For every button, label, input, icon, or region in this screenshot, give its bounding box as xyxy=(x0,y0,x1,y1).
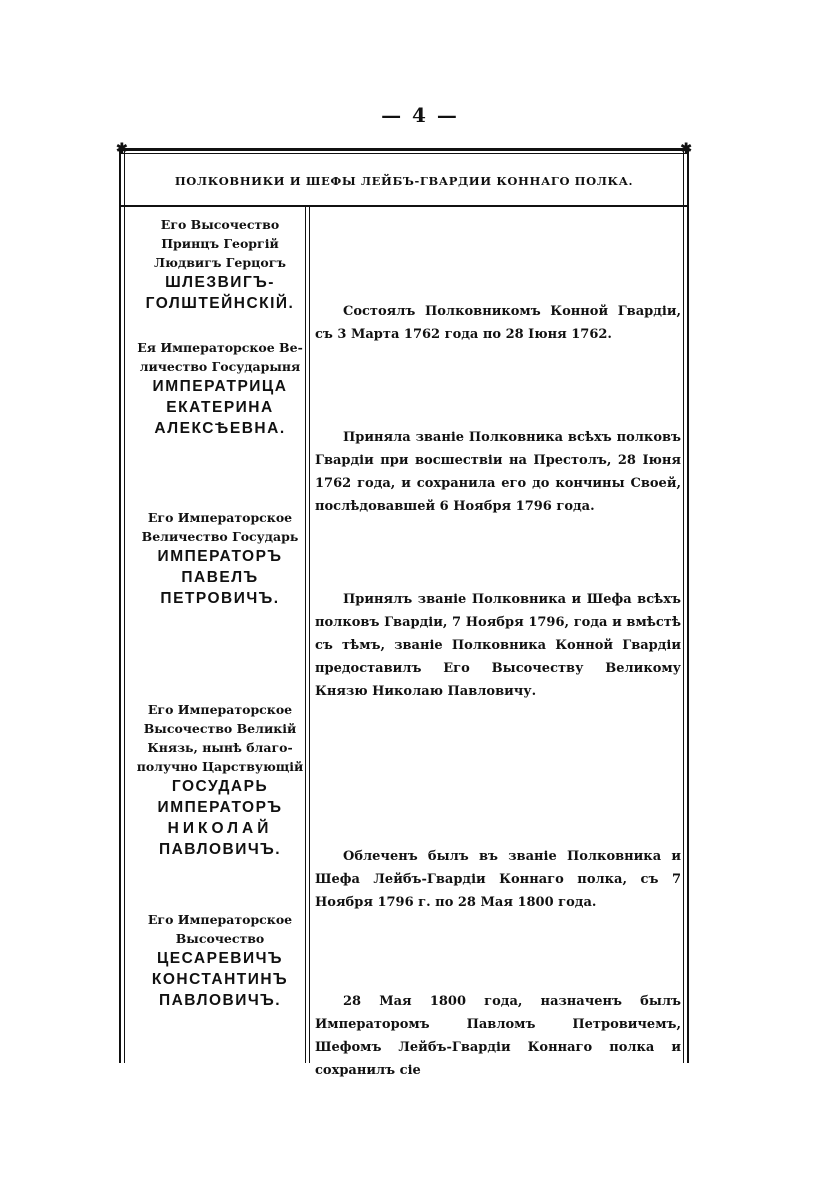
person-title-line: Величество Государь xyxy=(141,529,299,544)
table-top-rule-thin xyxy=(119,153,689,154)
table-left-border-inner xyxy=(124,148,125,1063)
colonels-table xyxy=(116,141,692,1078)
entry-text-4: Облеченъ былъ въ званіе Полковника и Шефа Лейбъ-Гвардіи Коннаго полка, съ 7 Ноября 1796 г. по 28 Мая 1800 года. xyxy=(315,849,681,910)
entry-person-1 xyxy=(131,215,309,314)
person-title-line: Его Императорское xyxy=(147,912,293,927)
corner-ornament-right: ✱ xyxy=(680,141,692,157)
person-title-line: Принцъ Георгій xyxy=(161,236,279,251)
page-number: — 4 — xyxy=(381,103,459,127)
person-name-line: ЦЕСАРЕВИЧЪ xyxy=(156,950,284,967)
entry-text-1: Состоялъ Полковникомъ Конной Гвардіи, съ 3 Марта 1762 года по 28 Іюня 1762. xyxy=(315,304,681,342)
person-name-line: ИМПЕРАТОРЪ xyxy=(157,799,283,816)
person-title-line: личество Государыня xyxy=(139,359,301,374)
person-title-line: Людвигъ Герцогъ xyxy=(154,255,286,270)
entry-person-4 xyxy=(131,700,309,860)
entry-person-2 xyxy=(131,338,309,439)
person-name-line: ИМПЕРАТРИЦА xyxy=(152,378,288,395)
header-bottom-rule xyxy=(119,205,689,207)
corner-ornament-left: ✱ xyxy=(116,141,128,157)
person-title-line: Его Императорское xyxy=(147,702,293,717)
person-name-line: ПАВЕЛЪ xyxy=(181,569,259,586)
column-divider-right xyxy=(309,205,310,1063)
person-name-line: ГОЛШТЕЙНСКІЙ. xyxy=(145,295,295,312)
entry-text-2: Приняла званіе Полковника всѣхъ полковъ Гвардіи при восшествіи на Престолъ, 28 Іюня 1762 года, и сохранила его до кончины Своей, послѣдовавшей 6 Ноября 1796 года. xyxy=(315,430,681,514)
table-right-border-inner xyxy=(683,148,684,1063)
person-name-line: ИМПЕРАТОРЪ xyxy=(157,548,283,565)
person-title-line: Высочество Великій xyxy=(143,721,297,736)
person-title-line: Князь, нынѣ благо- xyxy=(147,740,293,755)
person-title-line: Ея Императорское Ве- xyxy=(137,340,303,355)
person-name-line: ГОСУДАРЬ xyxy=(171,778,269,795)
person-title-line: получно Царствующій xyxy=(136,759,304,774)
person-name-line: ПЕТРОВИЧЪ. xyxy=(160,590,280,607)
entry-text-5: 28 Мая 1800 года, назначенъ былъ Императоромъ Павломъ Петровичемъ, Шефомъ Лейбъ-Гвардіи Коннаго полка и сохранилъ сіе xyxy=(315,994,681,1078)
person-name-line: ЕКАТЕРИНА xyxy=(166,399,274,416)
table-right-border xyxy=(687,148,689,1063)
person-name-line: КОНСТАНТИНЪ xyxy=(151,971,289,988)
table-left-border xyxy=(119,148,121,1063)
person-name-line: НИКОЛАЙ xyxy=(167,820,273,837)
table-top-rule xyxy=(119,148,689,151)
table-header: ПОЛКОВНИКИ И ШЕФЫ ЛЕЙБЪ-ГВАРДИИ КОННАГО ПОЛКА. xyxy=(174,173,634,188)
person-name-line: АЛЕКСѢЕВНА. xyxy=(154,420,286,437)
person-title-line: Высочество xyxy=(175,931,265,946)
person-name-line: ПАВЛОВИЧЪ. xyxy=(158,992,282,1009)
entry-text-3: Принялъ званіе Полковника и Шефа всѣхъ полковъ Гвардіи, 7 Ноября 1796, года и вмѣстѣ съ тѣмъ, званіе Полковника Конной Гвардіи предоставилъ Его Высочеству Великому Князю Николаю Павловичу. xyxy=(315,592,681,699)
entry-person-3 xyxy=(131,508,309,609)
entry-person-5 xyxy=(131,910,309,1011)
person-name-line: ПАВЛОВИЧЪ. xyxy=(158,841,282,858)
person-title-line: Его Императорское xyxy=(147,510,293,525)
person-name-line: ШЛЕЗВИГЪ- xyxy=(165,274,275,291)
person-title-line: Его Высочество xyxy=(160,217,280,232)
